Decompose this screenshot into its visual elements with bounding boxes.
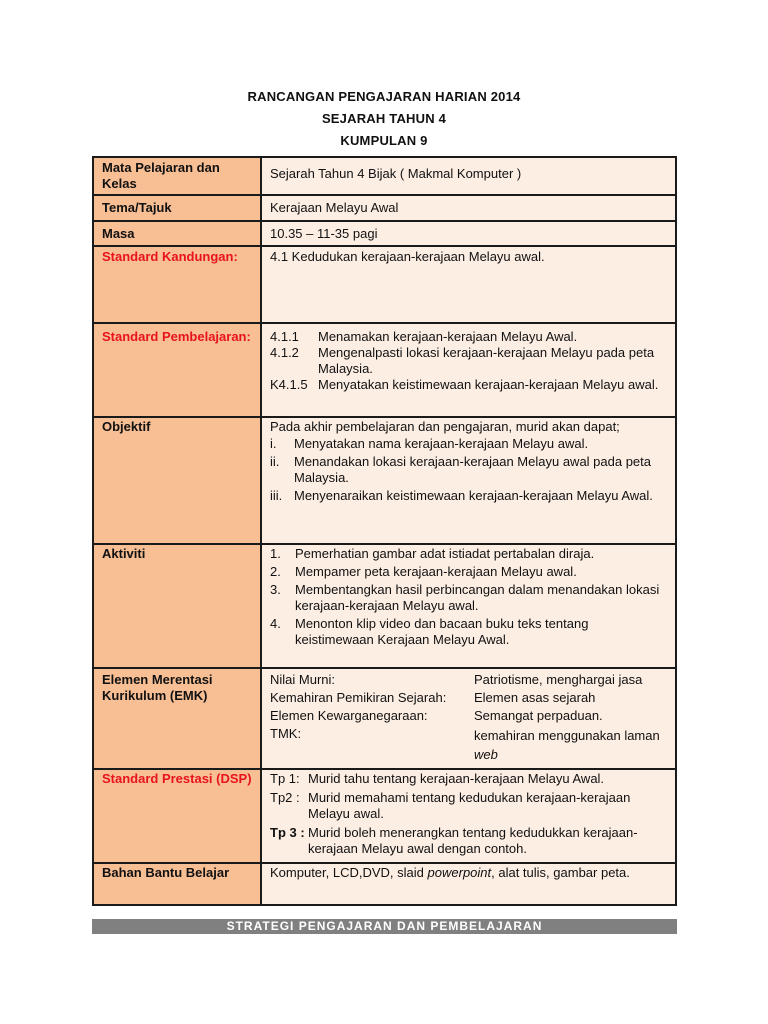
row-emk [93,668,676,769]
dsp-item: Tp 1: Murid tahu tentang kerajaan-kerajaan Melayu Awal. [270,771,605,786]
dsp-item: Tp 3 : Murid boleh menerangkan tentang kedudukkan kerajaan-kerajaan Melayu awal dengan contoh. [270,825,638,856]
label-aktiviti: Aktiviti [93,544,261,668]
value-bahan-bantu-belajar: Komputer, LCD,DVD, slaid powerpoint, alat tulis, gambar peta. [261,863,676,905]
section-heading-strip: STRATEGI PENGAJARAN DAN PEMBELAJARAN [92,919,677,934]
label-mata-pelajaran: Mata Pelajaran dan Kelas [93,157,261,195]
value-standard-kandungan: 4.1 Kedudukan kerajaan-kerajaan Melayu awal. [261,246,676,323]
objektif-item: i. Menyatakan nama kerajaan-kerajaan Melayu awal. [270,436,589,451]
lesson-plan-table [92,156,677,906]
row-masa [93,221,676,246]
value-masa: 10.35 – 11-35 pagi [261,221,676,246]
aktiviti-item: 3. Membentangkan hasil perbincangan dalam menandakan lokasi kerajaan-kerajaan Melayu awal. [270,582,660,613]
sp-item: K4.1.5 Menyatakan keistimewaan kerajaan-kerajaan Melayu awal. [270,377,659,392]
emk-item: Elemen Kewarganegaraan: Semangat perpaduan. [270,708,603,723]
value-aktiviti [261,544,676,668]
label-standard-prestasi: Standard Prestasi (DSP) [93,769,261,863]
document-title: RANCANGAN PENGAJARAN HARIAN 2014 [247,89,521,104]
row-tema [93,195,676,221]
aktiviti-item: 2. Mempamer peta kerajaan-kerajaan Melayu awal. [270,564,577,579]
value-mata-pelajaran: Sejarah Tahun 4 Bijak ( Makmal Komputer ) [261,157,676,195]
label-standard-kandungan: Standard Kandungan: [93,246,261,323]
emk-item: Kemahiran Pemikiran Sejarah: Elemen asas sejarah [270,690,596,705]
aktiviti-item: 4. Menonton klip video dan bacaan buku teks tentang keistimewaan Kerajaan Melayu Awal. [270,616,589,647]
row-standard-kandungan [93,246,676,323]
objektif-item: ii. Menandakan lokasi kerajaan-kerajaan Melayu awal pada peta Malaysia. [270,454,652,485]
row-mata-pelajaran [93,157,676,195]
row-standard-pembelajaran [93,323,676,417]
value-tema: Kerajaan Melayu Awal [261,195,676,221]
row-bahan-bantu-belajar [93,863,676,905]
row-aktiviti [93,544,676,668]
dsp-item: Tp2 : Murid memahami tentang kedudukan kerajaan-kerajaan Melayu awal. [270,790,631,821]
label-standard-pembelajaran: Standard Pembelajaran: [93,323,261,417]
value-standard-pembelajaran [261,323,676,417]
label-tema: Tema/Tajuk [93,195,261,221]
row-objektif [93,417,676,544]
label-objektif: Objektif [93,417,261,544]
emk-item: TMK: kemahiran menggunakan laman web [270,726,660,762]
sp-item: 4.1.1 Menamakan kerajaan-kerajaan Melayu Awal. [270,329,578,344]
aktiviti-item: 1. Pemerhatian gambar adat istiadat pertabalan diraja. [270,546,595,561]
group-title: KUMPULAN 9 [340,133,428,148]
subject-title: SEJARAH TAHUN 4 [321,111,447,126]
row-standard-prestasi [93,769,676,863]
sp-item: 4.1.2 Mengenalpasti lokasi kerajaan-kerajaan Melayu pada peta Malaysia. [270,345,655,376]
objektif-intro: Pada akhir pembelajaran dan pengajaran, murid akan dapat; [270,419,620,434]
label-masa: Masa [93,221,261,246]
value-objektif [261,417,676,544]
emk-item: Nilai Murni: Patriotisme, menghargai jasa [270,672,643,687]
label-emk: Elemen Merentasi Kurikulum (EMK) [93,668,261,769]
objektif-item: iii. Menyenaraikan keistimewaan kerajaan-kerajaan Melayu Awal. [270,488,653,503]
label-bahan-bantu-belajar: Bahan Bantu Belajar [93,863,261,905]
value-standard-prestasi [261,769,676,863]
value-emk [261,668,676,769]
